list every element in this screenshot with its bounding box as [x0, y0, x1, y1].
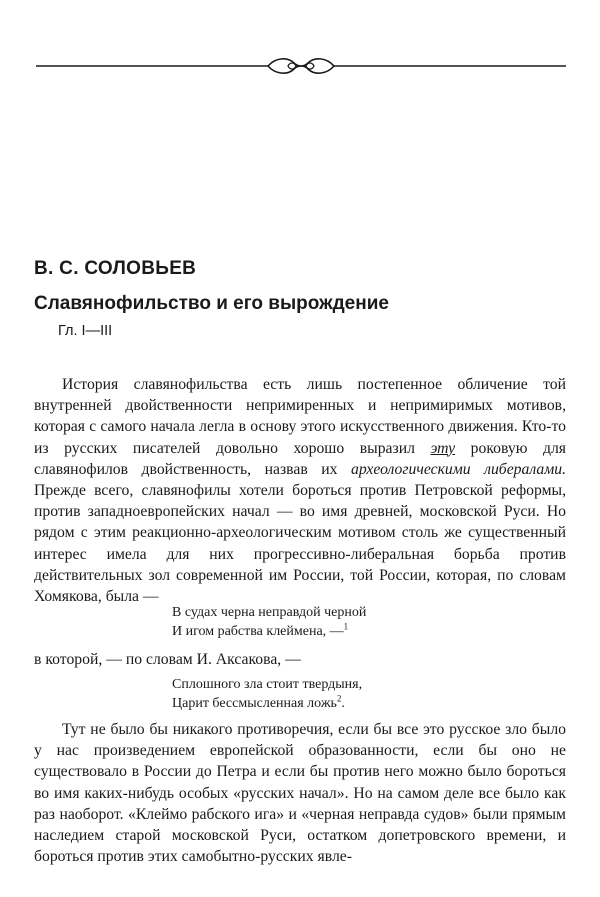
- verse-1-line-1: В судах черна неправдой черной: [172, 605, 367, 620]
- paragraph-1-text: [34, 374, 566, 607]
- linking-line: [34, 649, 566, 670]
- author-heading: В. С. СОЛОВЬЕВ: [34, 258, 197, 279]
- paragraph-1: [34, 374, 566, 607]
- verse-2-line-1: Сплошного зла стоит твердыня,: [172, 677, 363, 692]
- paragraph-1-part-1: История славянофильства есть лишь постепенное обличение той внутренней двойственности непримиренных и непримиримых мотивов, которая с самого начала легла в основу этого искусственного движения. Кто-то из русских писателей довольно хорошо выразил: [34, 376, 566, 457]
- paragraph-2-text: Тут не было бы никакого противоречия, если бы все это русское зло было у нас произведением европейской образованности, если бы оно не существовало в России до Петра и если бы против него можно было бороться во имя каких-нибудь особых «русских начал». Но на самом деле все было как раз наоборот. «Клеймо рабского ига» и «черная неправда судов» были прямым наследием старой московской Руси, остатком допетровского времени, и бороться против этих самобытно-русских явле-: [34, 721, 566, 866]
- verse-quote-2: [172, 676, 362, 713]
- verse-2-end-punct: .: [341, 695, 345, 711]
- verse-1-line-2: [172, 620, 366, 642]
- paragraph-1-part-2: роковую для славянофилов двойственность, назвав их: [34, 439, 566, 478]
- chapters-label: Гл. I—III: [58, 323, 113, 339]
- work-title: Славянофильство и его вырождение: [34, 293, 389, 314]
- underlined-word: эту: [430, 439, 456, 457]
- italic-phrase: археологическими либералами.: [350, 460, 566, 478]
- ornament-flourish-icon: [36, 54, 566, 78]
- verse-2-line-2: [172, 692, 362, 714]
- footnote-marker-2: 2: [336, 692, 342, 703]
- paragraph-2: [34, 719, 566, 867]
- verse-1-line-2-text: И игом рабства клеймена, —: [172, 623, 344, 639]
- verse-quote-1: [172, 604, 366, 641]
- paragraph-1-part-3: Прежде всего, славянофилы хотели бороться против Петровской реформы, против западноевропейских начал — во имя древней, московской Руси. Но рядом с этим реакционно-археологическим мотивом столь же существенный интерес имела для них прогрессивно-либеральная борьба против действительных зол современной им России, той России, которая, по словам Хомякова, была —: [34, 482, 566, 606]
- header-ornament: [36, 54, 566, 78]
- linking-line-text: в которой, — по словам И. Аксакова, —: [34, 651, 301, 668]
- footnote-marker-1: 1: [343, 620, 349, 631]
- verse-2-line-2-text: Царит бессмысленная ложь: [172, 695, 337, 711]
